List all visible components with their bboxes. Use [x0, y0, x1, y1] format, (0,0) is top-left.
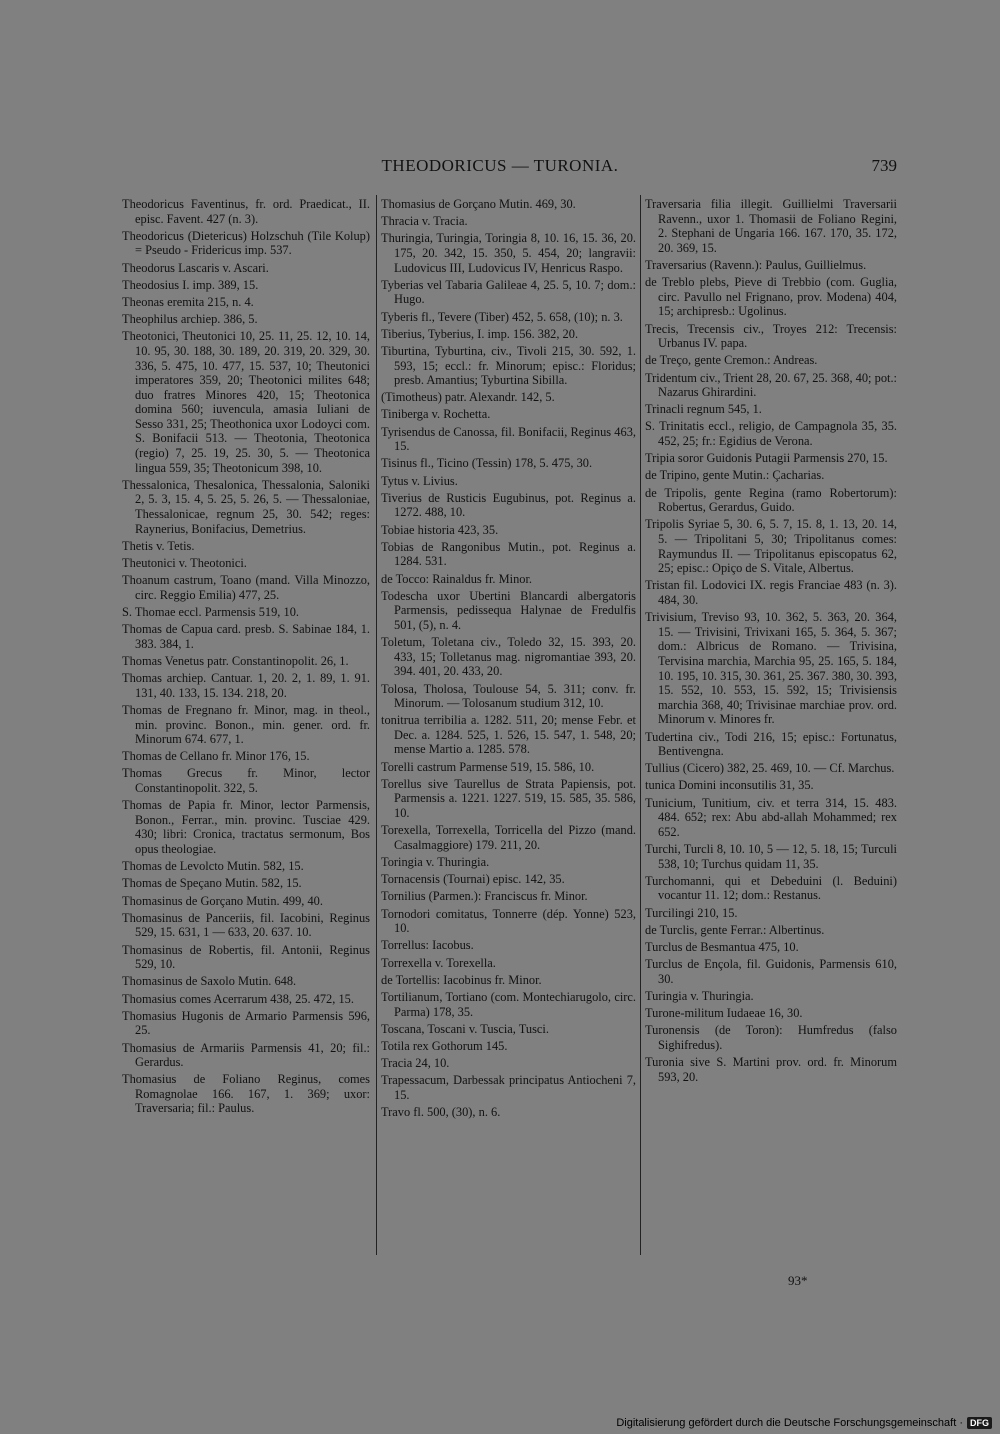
- index-entry: Theotonici, Theutonici 10, 25. 11, 25. 12, 10. 14, 10. 95, 30. 188, 30. 189, 20. 319, 20. 329, 30. 336, 5. 475, 10. 477, 15. 537, 10; Theutonici imperatores 359, 20; Theotonici milites 648; duo fratres Minores 420, 15; Theotonica domina 560; iuvencula, amasia Iuliani de Sesso 331, 25; Theothonica uxor Lodoyci com. S. Bonifacii 513. — Theotonia, Theotonica (regio) 7, 25. 19, 25. 30, 5. — Theotonica lingua 559, 35; Theotonicum 398, 10.: [122, 329, 370, 475]
- column-divider: [376, 195, 377, 1255]
- index-entry: Turclus de Besmantua 475, 10.: [645, 939, 799, 954]
- index-entry: Thoanum castrum, Toano (mand. Villa Minozzo, circ. Reggio Emilia) 477, 25.: [122, 573, 370, 602]
- index-entry: Thomasinus de Panceriis, fil. Iacobini, Reginus 529, 15. 631, 1 — 633, 20. 637. 10.: [122, 910, 370, 940]
- index-entry: Torelli castrum Parmense 519, 15. 586, 10.: [381, 759, 595, 774]
- index-entry: Theodoricus (Dietericus) Holzschuh (Tile Kolup) = Pseudo - Fridericus imp. 537.: [122, 228, 370, 258]
- footer: [616, 1416, 992, 1430]
- index-entry: Turonia sive S. Martini prov. ord. fr. Minorum 593, 20.: [645, 1055, 897, 1084]
- index-entry: Tisinus fl., Ticino (Tessin) 178, 5. 475, 30.: [381, 456, 593, 471]
- index-entry: Toletum, Toletana civ., Toledo 32, 15. 393, 20. 433, 15; Tolletanus mag. nigromantiae 393, 20. 394. 401, 20. 433, 20.: [381, 635, 636, 679]
- index-entry: Tiburtina, Tyburtina, civ., Tivoli 215, 30. 592, 1. 593, 15; eccl.: fr. Minorum; episc.: Floridus; presb. Amantius; Tyburtina Sibilla.: [381, 343, 636, 388]
- index-entry: Theodoricus Faventinus, fr. ord. Praedicat., II. episc. Favent. 427 (n. 3).: [122, 197, 370, 226]
- index-entry: Thuringia, Turingia, Toringia 8, 10. 16, 15. 36, 20. 175, 20. 342, 15. 350, 5. 454, 20; langravii: Ludovicus III, Ludovicus IV, Henricus Raspo.: [381, 231, 636, 275]
- index-entry: Tracia 24, 10.: [381, 1056, 450, 1071]
- index-column-1: [122, 197, 370, 1119]
- index-entry: Travo fl. 500, (30), n. 6.: [381, 1105, 501, 1120]
- index-entry: Tornacensis (Tournai) episc. 142, 35.: [381, 872, 565, 887]
- index-entry: Theodosius I. imp. 389, 15.: [122, 277, 259, 292]
- index-entry: de Tripino, gente Mutin.: Çacharias.: [645, 468, 825, 483]
- index-entry: Thomas de Speçano Mutin. 582, 15.: [122, 876, 302, 891]
- index-entry: Thomasinus de Gorçano Mutin. 499, 40.: [122, 893, 323, 908]
- index-entry: Thomasius de Gorçano Mutin. 469, 30.: [381, 197, 576, 211]
- index-entry: tonitrua terribilia a. 1282. 511, 20; mense Febr. et Dec. a. 1284. 525, 1. 526, 15. 547, 1. 548, 20; mense Martio a. 1285. 578.: [381, 713, 636, 757]
- index-entry: Todescha uxor Ubertini Blancardi albergatoris Parmensis, pedissequa Halynae de Fredulfis 501, (5), n. 4.: [381, 588, 636, 632]
- index-entry: de Turclis, gente Ferrar.: Albertinus.: [645, 922, 825, 937]
- index-entry: Tudertina civ., Todi 216, 15; episc.: Fortunatus, Bentivengna.: [645, 729, 897, 759]
- index-entry: Torrexella v. Torexella.: [381, 955, 496, 970]
- index-entry: de Treblo plebs, Pieve di Trebbio (com. Guglia, circ. Pavullo nel Frignano, prov. Modena) 404, 15; archipresb.: Ugolinus.: [645, 275, 897, 319]
- index-entry: Thomasinus de Saxolo Mutin. 648.: [122, 974, 297, 989]
- index-entry: Thomasius Hugonis de Armario Parmensis 596, 25.: [122, 1008, 370, 1038]
- footer-credit: Digitalisierung gefördert durch die Deutsche Forschungsgemeinschaft ·: [616, 1417, 963, 1429]
- index-entry: Tobias de Rangonibus Mutin., pot. Reginus a. 1284. 531.: [381, 539, 636, 569]
- index-entry: Turchi, Turcli 8, 10. 10, 5 — 12, 5. 18, 15; Turculi 538, 10; Turchus quidam 11, 35.: [645, 842, 897, 871]
- index-entry: Theutonici v. Theotonici.: [122, 556, 247, 570]
- index-entry: Tyberias vel Tabaria Galileae 4, 25. 5, 10. 7; dom.: Hugo.: [381, 277, 636, 307]
- index-entry: Toringia v. Thuringia.: [381, 855, 490, 869]
- index-entry: Torexella, Torrexella, Torricella del Pizzo (mand. Casalmaggiore) 179. 211, 20.: [381, 823, 636, 852]
- index-entry: Tyberis fl., Tevere (Tiber) 452, 5. 658, (10); n. 3.: [381, 309, 623, 324]
- index-column-2: [381, 197, 636, 1122]
- index-entry: Thomas de Cellano fr. Minor 176, 15.: [122, 749, 310, 764]
- index-entry: Torellus sive Taurellus de Strata Papiensis, pot. Parmensis a. 1221. 1227. 519, 15. 585, 35. 586, 10.: [381, 776, 636, 821]
- index-entry: Tiberius, Tyberius, I. imp. 156. 382, 20.: [381, 326, 579, 341]
- index-entry: Thomas de Capua card. presb. S. Sabinae 184, 1. 383. 384, 1.: [122, 622, 370, 651]
- index-entry: Thomas de Levolcto Mutin. 582, 15.: [122, 859, 304, 874]
- index-entry: Theonas eremita 215, n. 4.: [122, 294, 254, 309]
- index-entry: Theodorus Lascaris v. Ascari.: [122, 260, 269, 275]
- index-entry: Thessalonica, Thesalonica, Thessalonia, Saloniki 2, 5. 3, 15. 4, 5. 25, 5. 26, 5. — Thessaloniae, Thessalonicae, regnum 25, 30. 542; reges: Raynerius, Bonifacius, Demetrius.: [122, 477, 370, 536]
- index-column-3: [645, 197, 897, 1087]
- index-entry: Trecis, Trecensis civ., Troyes 212: Trecensis: Urbanus IV. papa.: [645, 321, 897, 351]
- index-entry: Tornodori comitatus, Tonnerre (dép. Yonne) 523, 10.: [381, 906, 636, 936]
- index-entry: Tolosa, Tholosa, Toulouse 54, 5. 311; conv. fr. Minorum. — Tolosanum studium 312, 10.: [381, 681, 636, 711]
- index-entry: Thomas Venetus patr. Constantinopolit. 26, 1.: [122, 653, 349, 668]
- index-entry: de Tortellis: Iacobinus fr. Minor.: [381, 972, 542, 987]
- index-entry: Traversarius (Ravenn.): Paulus, Guillielmus.: [645, 257, 867, 272]
- index-entry: Turingia v. Thuringia.: [645, 988, 754, 1003]
- index-entry: Tunicium, Tunitium, civ. et terra 314, 15. 483. 484. 652; rex: Abu abd-allah Mohammed; rex 652.: [645, 795, 897, 839]
- index-entry: Thomasius comes Acerrarum 438, 25. 472, 15.: [122, 991, 354, 1006]
- index-entry: Turone-militum Iudaeae 16, 30.: [645, 1006, 803, 1021]
- index-entry: Thomasius de Foliano Reginus, comes Romagnolae 166. 167, 1. 369; uxor: Traversaria; fil.: Paulus.: [122, 1072, 370, 1116]
- index-entry: Tristan fil. Lodovici IX. regis Franciae 483 (n. 3). 484, 30.: [645, 578, 897, 607]
- index-entry: Turchomanni, qui et Debeduini (l. Beduini) vocantur 11. 12; dom.: Restanus.: [645, 873, 897, 903]
- index-entry: Trapessacum, Darbessak principatus Antiocheni 7, 15.: [381, 1073, 636, 1102]
- index-entry: Tortilianum, Tortiano (com. Montechiarugolo, circ. Parma) 178, 35.: [381, 989, 636, 1019]
- index-entry: Tobiae historia 423, 35.: [381, 522, 499, 537]
- index-entry: S. Thomae eccl. Parmensis 519, 10.: [122, 604, 299, 619]
- index-entry: Turclus de Ençola, fil. Guidonis, Parmensis 610, 30.: [645, 957, 897, 986]
- index-entry: Tiniberga v. Rochetta.: [381, 407, 491, 422]
- index-entry: Tridentum civ., Trient 28, 20. 67, 25. 368, 40; pot.: Nazarus Ghirardini.: [645, 370, 897, 400]
- index-entry: Thomasius de Armariis Parmensis 41, 20; fil.: Gerardus.: [122, 1040, 370, 1070]
- index-entry: Thomas de Papia fr. Minor, lector Parmensis, Bonon., Ferrar., min. provinc. Tusciae 429. 430; libri: Cronica, tractatus sermonum, Bos opus theologiae.: [122, 798, 370, 857]
- index-entry: Tiverius de Rusticis Eugubinus, pot. Reginus a. 1272. 488, 10.: [381, 490, 636, 520]
- index-entry: de Tripolis, gente Regina (ramo Robertorum): Robertus, Gerardus, Guido.: [645, 485, 897, 515]
- index-entry: Thetis v. Tetis.: [122, 538, 195, 553]
- index-entry: Toscana, Toscani v. Tuscia, Tusci.: [381, 1021, 549, 1036]
- index-entry: Turcilingi 210, 15.: [645, 905, 738, 920]
- index-entry: Trinacli regnum 545, 1.: [645, 402, 762, 417]
- index-entry: Tripolis Syriae 5, 30. 6, 5. 7, 15. 8, 1. 13, 20. 14, 5. — Tripolitani 5, 30; Tripolitanus comes: Raymundus II. — Tripolitanus episcopatus 62, 25; episc.: Opiço de S. Vitale, Albertus.: [645, 517, 897, 576]
- index-entry: Tornilius (Parmen.): Franciscus fr. Minor.: [381, 889, 588, 904]
- index-entry: Thomas de Fregnano fr. Minor, mag. in theol., min. provinc. Bonon., min. gener. ord. fr. Minorum 674. 677, 1.: [122, 702, 370, 747]
- running-head: [0, 156, 1000, 180]
- index-entry: Trivisium, Treviso 93, 10. 362, 5. 363, 20. 364, 15. — Trivisini, Trivixani 165, 5. 364, 5. 367; dom.: Albricus de Romano. — Trivisina, Tervisina marchia, Marchia 95, 25. 165, 5. 184, 10. 195, 10. 315, 30. 361, 25. 367. 380, 30. 393, 15. 552, 10. 553, 15. 592, 15; Trivisiensis marchia 368, 40; Trivisinae marchiae prov. ord. Minorum v. Minores fr.: [645, 610, 897, 727]
- index-entry: Turonensis (de Toron): Humfredus (falso Sighifredus).: [645, 1023, 897, 1052]
- dfg-logo-icon: DFG: [967, 1417, 992, 1429]
- column-divider: [640, 195, 641, 1255]
- index-entry: Thomasinus de Robertis, fil. Antonii, Reginus 529, 10.: [122, 942, 370, 972]
- index-entry: Tyrisendus de Canossa, fil. Bonifacii, Reginus 463, 15.: [381, 424, 636, 454]
- running-title: THEODORICUS — TURONIA.: [381, 156, 619, 175]
- index-entry: de Treço, gente Cremon.: Andreas.: [645, 353, 818, 368]
- index-entry: Traversaria filia illegit. Guillielmi Traversarii Ravenn., uxor 1. Thomasii de Foliano Regini, 2. Stephani de Ungaria 166. 167. 170, 35. 172, 20. 369, 15.: [645, 197, 897, 255]
- index-entry: Torrellus: Iacobus.: [381, 938, 474, 953]
- index-entry: Tripia soror Guidonis Putagii Parmensis 270, 15.: [645, 451, 888, 466]
- index-entry: Tullius (Cicero) 382, 25. 469, 10. — Cf. Marchus.: [645, 761, 895, 776]
- sheet-signature: 93*: [788, 1273, 808, 1288]
- index-entry: Thomas Grecus fr. Minor, lector Constantinopolit. 322, 5.: [122, 766, 370, 796]
- index-entry: Totila rex Gothorum 145.: [381, 1038, 508, 1053]
- index-entry: Theophilus archiep. 386, 5.: [122, 312, 258, 327]
- page-number: 739: [871, 156, 897, 175]
- index-entry: S. Trinitatis eccl., religio, de Campagnola 35, 35. 452, 25; fr.: Egidius de Verona.: [645, 419, 897, 449]
- index-entry: de Tocco: Rainaldus fr. Minor.: [381, 571, 533, 586]
- index-entry: (Timotheus) patr. Alexandr. 142, 5.: [381, 390, 555, 405]
- index-entry: Thomas archiep. Cantuar. 1, 20. 2, 1. 89, 1. 91. 131, 40. 133, 15. 134. 218, 20.: [122, 671, 370, 700]
- index-entry: Tytus v. Livius.: [381, 473, 458, 488]
- index-entry: tunica Domini inconsutilis 31, 35.: [645, 778, 814, 793]
- index-entry: Thracia v. Tracia.: [381, 214, 468, 229]
